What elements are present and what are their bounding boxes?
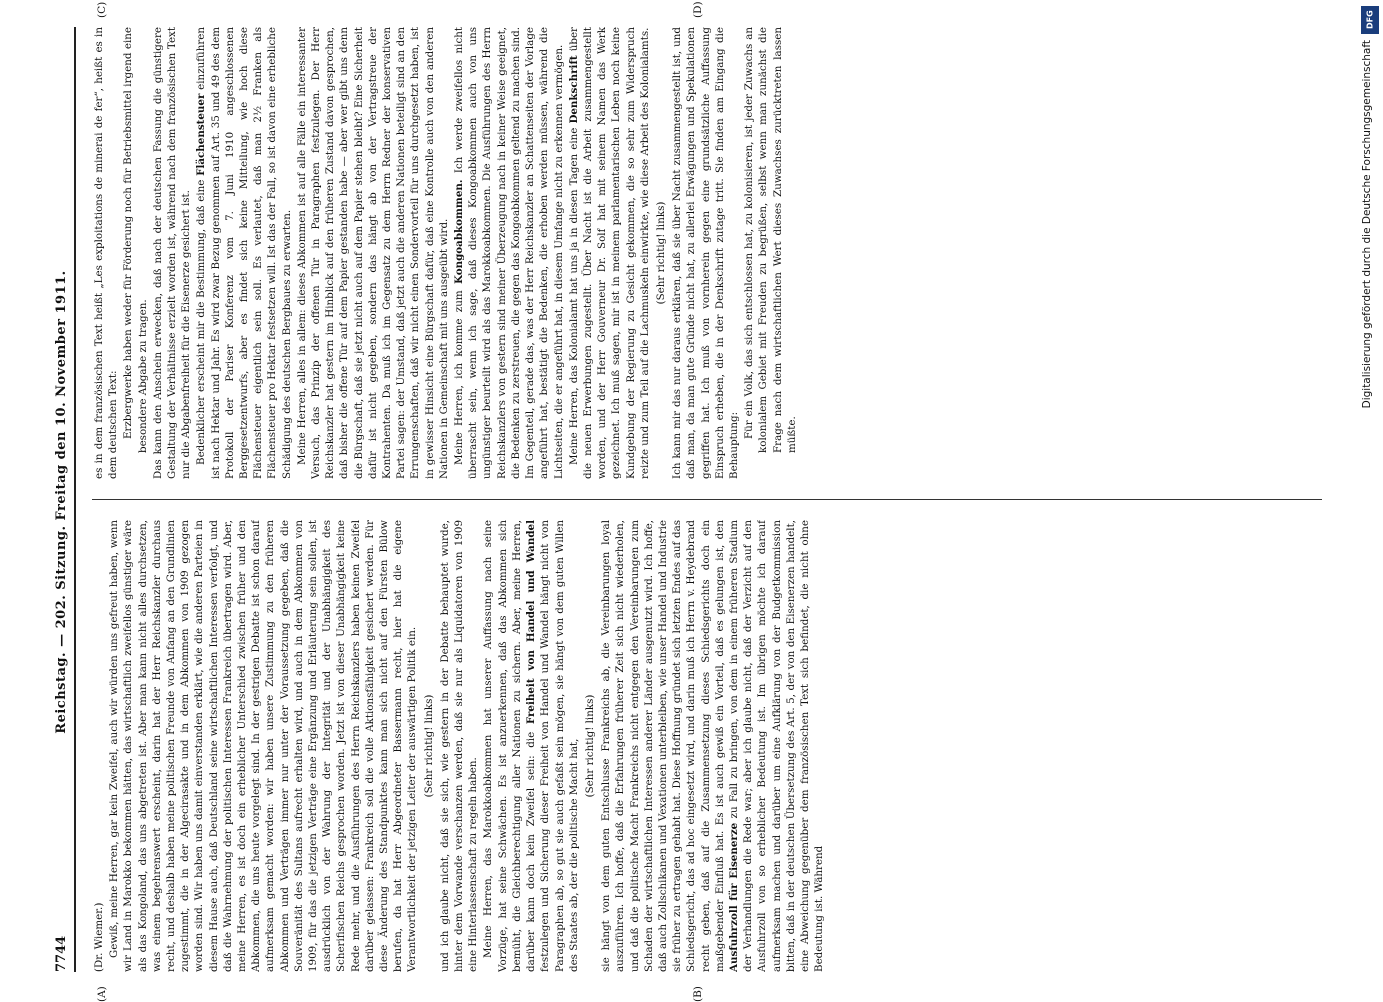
emphasis-term: Kongoabkommen.	[453, 179, 466, 284]
applause-note: (Sehr richtig! links)	[422, 694, 435, 798]
speaker-label: (Dr. Wiemer.)	[93, 902, 105, 972]
paragraph: Meine Herren, alles in allem: dieses Abkommen ist auf alle Fälle ein interessanter Versuch, das Prinzip der offenen Tür in Paragraphen festzulegen. Der Herr Reichskanzler hat gestern im Hinblick auf den früheren Zustand davon gesprochen, daß bisher die offene Tür auf dem Papier gestanden habe — aber wer gibt uns denn die Bürgschaft, daß sie jetzt nicht auch auf dem Papier stehen bleibt? Eine Sicherheit dafür ist nicht gegeben, sondern das hängt ab von der Vertragstreue der Kontrahenten. Da muß ich im Gegensatz zu dem Herrn Redner der konservativen Partei sagen: der Umstand, daß jetzt auch die anderen Nationen beteiligt sind an den Errungenschaften, daß wir nicht einen Sondervorteil für uns durchgesetzt haben, ist in gewisser Hinsicht eine Bürgschaft dafür, daß eine Kontrolle auch von den anderen Nationen in Gemeinschaft mit uns ausgeübt wird.	[295, 27, 450, 479]
dfg-logo: DFG	[1361, 6, 1379, 34]
paragraph: Gewiß, meine Herren, gar kein Zweifel, auch wir würden uns gefreut haben, wenn wir Land in Marokko bekommen hätten, das wirtschaftlich zweifellos günstiger wäre als das Kongoland, das uns abgetreten ist. Aber man kann nicht alles durchsetzen, was einem begehrenswert erscheint, darin hat der Herr Reichskanzler durchaus recht, und deshalb haben meine politischen Freunde von Anfang an den Grundlinien zugestimmt, die in der Algecirasakte und in dem Abkommen von 1909 gezogen worden sind. Wir haben uns damit einverstanden erklärt, wie die anderen Parteien in diesem Hause auch, daß Deutschland seine wirtschaftlichen Interessen verfolgt, und daß die Wahrnehmung der politischen Interessen Frankreich übertragen wird. Aber, meine Herren, es ist doch ein erheblicher Unterschied zwischen früher und den Abkommen, die uns heute vorgelegt sind. In der gestrigen Debatte ist schon darauf aufmerksam gemacht worden: wir haben unsere Zustimmung zu den früheren Abkommen und Verträgen immer nur unter der Voraussetzung gegeben, daß die Souveränität des Sultans aufrecht erhalten wird, und auch in dem Abkommen von 1909, für das die jetzigen Verträge eine Ergänzung und Erläuterung sein sollen, ist ausdrücklich von der Wahrung der Integrität und der Unabhängigkeit des Scherifischen Reichs gesprochen worden. Jetzt ist von dieser Unabhängigkeit keine Rede mehr, und die Ausführungen des Herrn Reichskanzlers haben keinen Zweifel darüber gelassen: Frankreich soll die volle Aktionsfähigkeit gesichert werden. Für diese Änderung des Standpunktes kann man sich nicht auf den Fürsten Bülow berufen, da hat Herr Abgeordneter Bassermann recht, hier hat die eigene Verantwortlichkeit der jetzigen Leiter der auswärtigen Politik ein.	[108, 520, 419, 972]
text-run: einzuführen ist nach Hektar und Jahr. Es wird zwar Bezug genommen auf Art. 35 und 49 des dem Protokoll der Pariser Konferenz vom 7. Juni 1910 angeschlossenen Berggesetzentwurfs, aber es findet sich keine Mitteilung, wie hoch diese Flächensteuer eigentlich sein soll. Es verlautet, daß man 2½ Franken als Flächensteuer pro Hektar festsetzen will. Ist das der Fall, so ist davon eine erhebliche Schädigung des deutschen Bergbaues zu erwarten.	[195, 27, 293, 479]
column-divider	[92, 499, 1322, 500]
page-header	[52, 27, 76, 972]
text-run: Ich werde zweifellos nicht überrascht sein, wenn ich sage, daß dieses Kongoabkommen auch von uns ungünstiger beurteilt wird als das Marokkoabkommen. Die Ausführungen des Herrn Reichskanzlers von gestern sind meiner Überzeugung nach in keiner Weise geeignet, die Bedenken zu zerstreuen, die gegen das Kongoabkommen geltend zu machen sind. Im Gegenteil, gerade das, was der Herr Reichskanzler an Schattenseiten der Vorlage angeführt hat, bestätigt die Bedenken, die erhoben werden müssen, während die Lichtseiten, die er angeführt hat, in diesem Umfange nicht zu erkennen vermögen.	[453, 27, 565, 479]
text-run: festzulegen und Sicherung dieser Freiheit von Handel und Wandel hängt nicht von Paragraphen ab, so gut sie auch gefaßt sein mögen, sie hängt von dem guten Willen des Staates ab, der die politische Macht hat,	[539, 520, 580, 972]
text-run: Meine Herren, das Kolonialamt hat uns ja in diesen Tagen eine	[567, 127, 580, 465]
margin-marker-c: (C)	[96, 1, 108, 18]
emphasis-term: Denkschrift	[567, 55, 580, 124]
paragraph: Das kann den Anschein erwecken, daß nach der deutschen Fassung die günstigere Gestaltung der Verhältnisse erzielt worden ist, während nach dem französischen Text nur die Abgabenfreiheit für die Eisenerze gesichert ist.	[151, 27, 193, 479]
text-run: Meine Herren, ich komme zum	[453, 290, 466, 465]
page-number: 7744	[54, 935, 69, 972]
text-run: zu Fall zu bringen, von dem in einem früheren Stadium der Verhandlungen die Rede war; aber ich glaube nicht, daß der Verzicht auf den Ausfuhrzoll von so erheblicher Bedeutung ist. Im übrigen möchte ich darauf aufmerksam machen und darüber um eine Aufklärung von der Budgetkommission bitten, daß in der deutschen Übersetzung des Art. 5, der von den Eisenerzen handelt, eine Abweichung gegenüber dem französischen Text sich befindet, die nicht ohne Bedeutung ist. Während	[727, 520, 826, 972]
paragraph: und ich glaube nicht, daß sie sich, wie gestern in der Debatte behauptet wurde, hinter dem Vorwande verschanzen werden, daß sie nur als Liquidatoren von 1909 eine Hinterlassenschaft zu regeln haben.	[438, 520, 480, 972]
paragraph	[452, 27, 566, 479]
margin-marker-a: (A)	[96, 986, 108, 1002]
applause-note: (Sehr richtig! links)	[654, 201, 667, 305]
page-title: Reichstag. — 202. Sitzung. Freitag den 10. November 1911.	[54, 270, 69, 734]
right-column	[92, 27, 1342, 479]
margin-marker-b: (B)	[692, 986, 704, 1002]
left-column	[92, 520, 1342, 972]
paragraph	[599, 520, 826, 972]
paragraph	[567, 27, 652, 479]
emphasis-term: Flächensteuer	[195, 93, 208, 176]
margin-marker-d: (D)	[692, 1, 704, 18]
paragraph: Ich kann mir das nur daraus erklären, daß sie über Nacht zusammengestellt ist, und daß man, da man gute Gründe nicht hat, zu allerlei Erwägungen und Spekulationen gegriffen hat. Ich muß von vornherein gegen eine grundsätzliche Auffassung Einspruch erheben, die in der Denkschrift zutage tritt. Sie finden am Eingang die Behauptung:	[671, 27, 740, 479]
emphasis-term: Freiheit von Handel und Wandel	[525, 520, 538, 725]
quotation: Für ein Volk, das sich entschlossen hat, zu kolonisieren, ist jeder Zuwachs an kolonialem Gebiet mit Freuden zu begrüßen, selbst wenn man zunächst die Frage nach dem wirtschaftlichen Wert dieses Zuwachses zurücktreten lassen müßte.	[743, 27, 798, 453]
emphasis-term: Ausfuhrzoll für Eisenerze	[727, 822, 740, 972]
document-page	[52, 1, 1352, 1002]
text-run: Meine Herren, das Marokkoabkommen hat unserer Auffassung nach seine Vorzüge, hat seine Schwächen. Es ist anzuerkennen, daß das Abkommen sich bemüht, die Gleichberechtigung aller Nationen zu sichern. Aber, meine Herren, darüber kann doch kein Zweifel sein: die	[482, 520, 538, 972]
paragraph: es in dem französischen Text heißt „Les exploitations de minerai de fer“, heißt es in dem deutschen Text:	[93, 27, 120, 479]
applause-note: (Sehr richtig! links)	[583, 694, 596, 798]
text-run: Bedenklicher erscheint mir die Bestimmung, daß eine	[195, 179, 208, 465]
text-run: über die neuen Erwerbungen zugestellt. Über Nacht ist die Arbeit zusammengestellt worden, und der Herr Gouverneur Dr. Solf hat mit seinem Namen das Werk gezeichnet. Ich muß sagen, mir ist in meinem parlamentarischen Leben noch keine Kundgebung der Regierung zu Gesicht gekommen, die so sehr zum Widerspruch reizte und zum Teil auf die Lachmuskeln einwirkte, wie diese Arbeit des Kolonialamts.	[567, 27, 651, 479]
quotation: Erzbergwerke haben weder für Förderung noch für Betriebsmittel irgend eine besondere Abgabe zu tragen.	[122, 27, 149, 453]
text-run: sie hängt von dem guten Entschlusse Frankreichs ab, die Vereinbarungen loyal auszuführen. Ich hoffe, daß die Erfahrungen früherer Zeit sich nicht wiederholen, und daß die politische Macht Frankreichs nicht entgegen den Vereinbarungen zum Schaden der wirtschaftlichen Interessen anderer Länder ausgenutzt wird. Ich hoffe, daß auch Zollschikanen und Vexationen unterbleiben, wie unser Handel und Industrie sie früher zu ertragen gehabt hat. Diese Hoffnung gründet sich letzten Endes auf das Schiedsgericht, das ad hoc eingesetzt wird, und darin muß ich Herrn v. Heydebrand recht geben, daß auf die Zusammensetzung dieses Schiedsgerichts doch ein maßgebender Einfluß hat. Es ist auch gewiß ein Vorteil, daß es gelungen ist, den	[600, 520, 726, 972]
paragraph	[481, 520, 580, 972]
header-rule	[74, 27, 76, 972]
digitization-credit: Digitalisierung gefördert durch die Deutsche Forschungsgemeinschaft	[1361, 40, 1373, 409]
paragraph	[194, 27, 293, 479]
